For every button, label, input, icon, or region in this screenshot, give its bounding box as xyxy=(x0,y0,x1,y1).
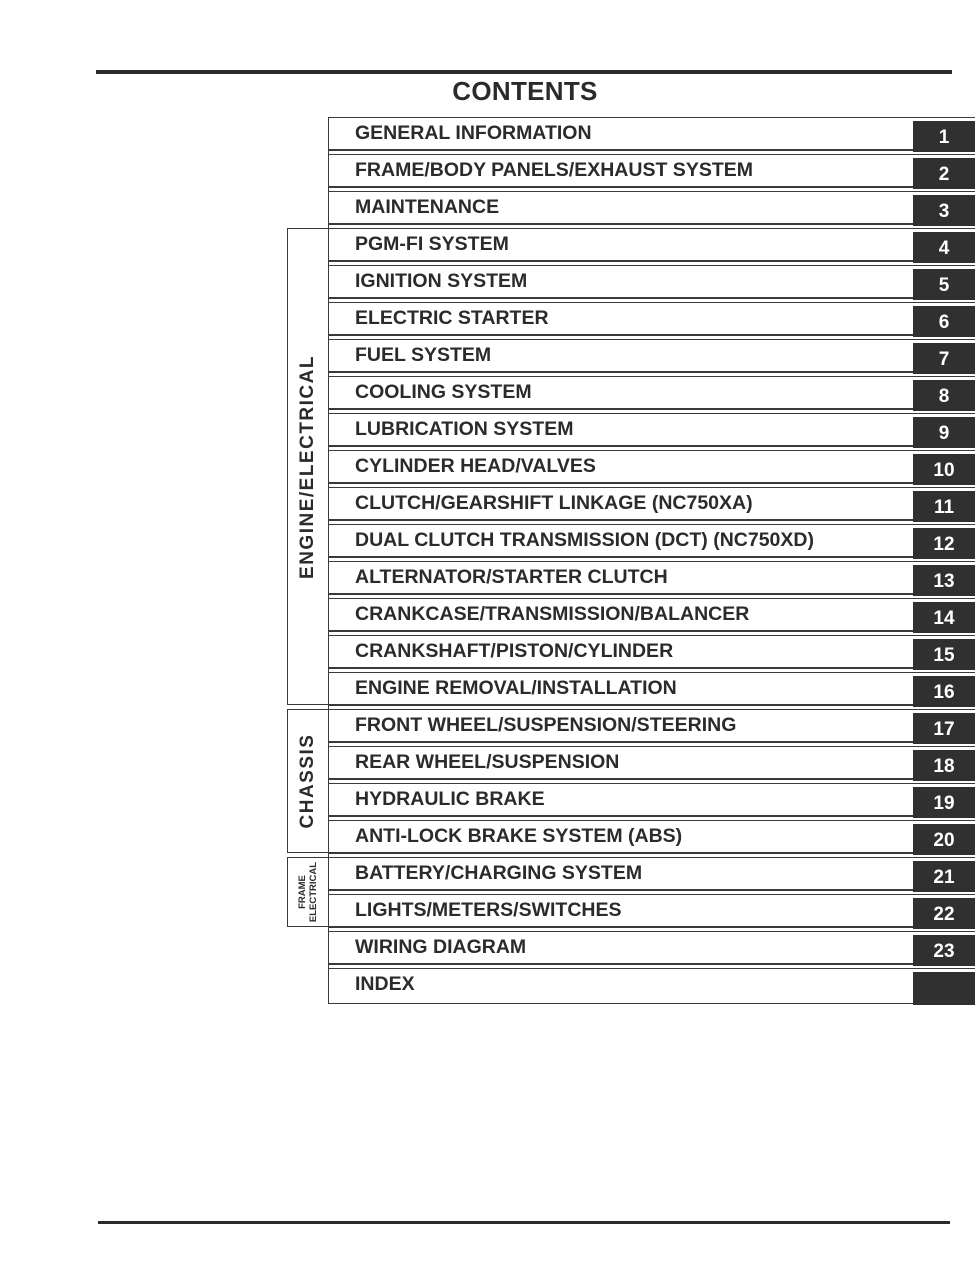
entry-underline xyxy=(329,223,913,225)
chassis-group xyxy=(287,709,328,853)
section-number-tab[interactable]: 17 xyxy=(913,713,975,744)
toc-entry-title: DUAL CLUTCH TRANSMISSION (DCT) (NC750XD) xyxy=(355,529,814,551)
entry-underline xyxy=(329,778,913,780)
toc-entry[interactable] xyxy=(328,709,975,746)
section-number-tab[interactable]: 3 xyxy=(913,195,975,226)
toc-entry[interactable] xyxy=(328,450,975,487)
toc-entry[interactable] xyxy=(328,376,975,413)
entry-underline xyxy=(329,519,913,521)
toc-entry-title: CYLINDER HEAD/VALVES xyxy=(355,455,596,477)
toc-entry-title: CRANKSHAFT/PISTON/CYLINDER xyxy=(355,640,674,662)
toc-entry[interactable] xyxy=(328,783,975,820)
toc-entry[interactable] xyxy=(328,598,975,635)
chassis-label: CHASSIS xyxy=(297,733,318,829)
entry-underline xyxy=(329,186,913,188)
section-number-tab[interactable]: 19 xyxy=(913,787,975,818)
section-number-tab[interactable]: 13 xyxy=(913,565,975,596)
toc-entry[interactable] xyxy=(328,191,975,228)
toc-entry[interactable] xyxy=(328,339,975,376)
entry-underline xyxy=(329,260,913,262)
entry-underline xyxy=(329,445,913,447)
toc-entry-title: CRANKCASE/TRANSMISSION/BALANCER xyxy=(355,603,750,625)
toc-entry-title: CLUTCH/GEARSHIFT LINKAGE (NC750XA) xyxy=(355,492,753,514)
section-number-tab[interactable]: 9 xyxy=(913,417,975,448)
toc-entry[interactable] xyxy=(328,117,975,154)
toc-entry[interactable] xyxy=(328,487,975,524)
section-number-tab[interactable]: 20 xyxy=(913,824,975,855)
toc-entry[interactable] xyxy=(328,894,975,931)
entry-underline xyxy=(329,889,913,891)
entry-underline xyxy=(329,334,913,336)
page-title: CONTENTS xyxy=(452,76,598,106)
toc-entry-title: LIGHTS/METERS/SWITCHES xyxy=(355,899,622,921)
section-number-tab[interactable]: 8 xyxy=(913,380,975,411)
engine-electrical-group xyxy=(287,228,328,705)
toc-entry[interactable] xyxy=(328,228,975,265)
entry-underline xyxy=(329,149,913,151)
toc-entry[interactable] xyxy=(328,857,975,894)
toc-entry-title: INDEX xyxy=(355,973,415,995)
toc-entry[interactable] xyxy=(328,820,975,857)
toc-entry[interactable] xyxy=(328,524,975,561)
section-number-tab[interactable]: 10 xyxy=(913,454,975,485)
entry-underline xyxy=(329,297,913,299)
entry-underline xyxy=(329,667,913,669)
entry-underline xyxy=(329,963,913,965)
toc-entry-title: ELECTRIC STARTER xyxy=(355,307,549,329)
frame-electrical-group xyxy=(287,857,328,927)
toc-entry-title: FRONT WHEEL/SUSPENSION/STEERING xyxy=(355,714,737,736)
entry-underline xyxy=(329,815,913,817)
toc-entry[interactable] xyxy=(328,413,975,450)
toc-entry-title: WIRING DIAGRAM xyxy=(355,936,527,958)
section-number-tab[interactable]: 1 xyxy=(913,121,975,152)
toc-entry-title: REAR WHEEL/SUSPENSION xyxy=(355,751,620,773)
toc-entry[interactable] xyxy=(328,931,975,968)
frame-label-line2: ELECTRICAL xyxy=(308,861,319,923)
section-number-tab[interactable]: 7 xyxy=(913,343,975,374)
toc-entry-title: BATTERY/CHARGING SYSTEM xyxy=(355,862,643,884)
section-number-tab[interactable]: 14 xyxy=(913,602,975,633)
section-number-tab[interactable]: 23 xyxy=(913,935,975,966)
toc-entry[interactable] xyxy=(328,968,975,1004)
top-rule xyxy=(96,70,952,74)
section-number-tab[interactable]: 15 xyxy=(913,639,975,670)
entry-underline xyxy=(329,371,913,373)
section-number-tab[interactable]: 6 xyxy=(913,306,975,337)
toc-entry-title: FRAME/BODY PANELS/EXHAUST SYSTEM xyxy=(355,159,753,181)
section-number-tab[interactable]: 2 xyxy=(913,158,975,189)
frame-label-line1: FRAME xyxy=(297,875,308,909)
toc-entry[interactable] xyxy=(328,561,975,598)
section-number-tab[interactable]: 12 xyxy=(913,528,975,559)
toc-entry-title: FUEL SYSTEM xyxy=(355,344,492,366)
entry-underline xyxy=(329,408,913,410)
section-number-tab[interactable]: 4 xyxy=(913,232,975,263)
entry-underline xyxy=(329,630,913,632)
toc-entry-title: GENERAL INFORMATION xyxy=(355,122,592,144)
toc-entry[interactable] xyxy=(328,635,975,672)
toc-entry-title: ENGINE REMOVAL/INSTALLATION xyxy=(355,677,677,699)
entry-underline xyxy=(329,482,913,484)
engine-electrical-label: ENGINE/ELECTRICAL xyxy=(297,354,318,579)
frame-electrical-label xyxy=(297,862,319,922)
toc-entry-title: MAINTENANCE xyxy=(355,196,500,218)
entry-underline xyxy=(329,926,913,928)
toc-entry[interactable] xyxy=(328,302,975,339)
toc-entry[interactable] xyxy=(328,265,975,302)
toc-entry-title: COOLING SYSTEM xyxy=(355,381,532,403)
section-number-tab[interactable]: 22 xyxy=(913,898,975,929)
toc-entry[interactable] xyxy=(328,672,975,709)
toc-entry-title: LUBRICATION SYSTEM xyxy=(355,418,574,440)
bottom-rule xyxy=(98,1221,950,1224)
toc-entry-title: ALTERNATOR/STARTER CLUTCH xyxy=(355,566,668,588)
toc-entry-title: PGM-FI SYSTEM xyxy=(355,233,509,255)
entry-underline xyxy=(329,593,913,595)
section-number-tab[interactable]: 18 xyxy=(913,750,975,781)
section-number-tab[interactable]: 16 xyxy=(913,676,975,707)
section-number-tab[interactable]: 21 xyxy=(913,861,975,892)
toc-entry-title: ANTI-LOCK BRAKE SYSTEM (ABS) xyxy=(355,825,683,847)
entry-underline xyxy=(329,704,913,706)
section-number-tab[interactable]: 5 xyxy=(913,269,975,300)
toc-entry-title: HYDRAULIC BRAKE xyxy=(355,788,545,810)
section-number-tab[interactable]: 11 xyxy=(913,491,975,522)
entry-underline xyxy=(329,741,913,743)
contents-list xyxy=(328,117,975,1004)
toc-entry[interactable] xyxy=(328,746,975,783)
entry-underline xyxy=(329,556,913,558)
toc-entry-title: IGNITION SYSTEM xyxy=(355,270,528,292)
section-number-tab[interactable] xyxy=(913,972,975,1005)
entry-underline xyxy=(329,852,913,854)
toc-entry[interactable] xyxy=(328,154,975,191)
